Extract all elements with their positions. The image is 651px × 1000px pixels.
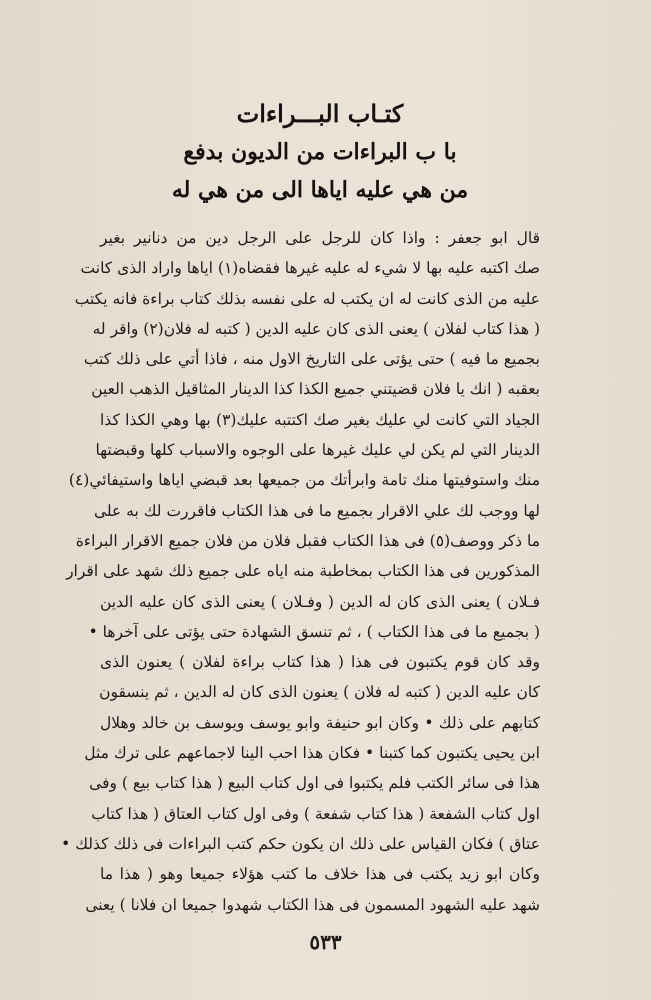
chapter-title-line-2: من هي عليه اياها الى من هي له: [171, 177, 469, 203]
page-content: [61, 95, 540, 920]
text-line: لها ووجب لك علي الاقرار بجميع ما فى هذا الكتاب فاقررت لك به على: [93, 501, 540, 520]
text-line: كتابهم على ذلك • وكان ابو حنيفة وابو يوسف ويوسف بن خالد وهلال: [100, 713, 540, 732]
text-line: بعقبه ( انك يا فلان قضيتني جميع الكذا كذا الدينار المثاقيل الذهب العين: [91, 380, 540, 399]
text-line: وقد كان قوم يكتبون فى هذا ( هذا كتاب براءة لفلان ) يعنون الذى: [100, 653, 540, 672]
text-line: بجميع ما فيه ) حتى يؤتى على التاريخ الاول منه ، فاذا أتي على ذلك كتب: [83, 350, 540, 369]
text-line: صك اكتبه عليه بها لا شيء له عليه غيرها فقضاه(١) اياها واراد الذى كانت: [80, 259, 540, 278]
text-line: ( بجميع ما فى هذا الكتاب ) ، ثم تنسق الشهادة حتى يؤتى على آخرها •: [88, 622, 540, 641]
text-line: اول كتاب الشفعة ( هذا كتاب شفعة ) وفى اول كتاب العتاق ( هذا كتاب: [91, 804, 540, 823]
page-number: ٥٣٣: [309, 930, 342, 954]
text-line: الدينار التي لم يكن لي عليك غيرها على الوجوه والاسباب كلها وقبضتها: [95, 441, 540, 460]
text-line: هذا فى سائر الكتب فلم يكتبوا فى اول كتاب البيع ( هذا كتاب بيع ) وفى: [89, 774, 540, 793]
body-text: [61, 223, 540, 920]
chapter-title-line-1: با ب البراءات من الديون بدفع: [183, 139, 457, 165]
text-line: ما ذكر ووصف(٥) فى هذا الكتاب فقبل فلان من فلان جميع الاقرار البراءة: [75, 531, 540, 550]
text-line: وكان ابو زيد يكتب فى هذا خلاف ما كتب هؤلاء جميعا وهو ( هذا ما: [100, 865, 540, 884]
text-line: الجياد التي كانت لي عليك بغير صك اكتتبه عليك(٣) بها وهي الكذا كذا: [100, 410, 540, 429]
text-line: المذكورين فى هذا الكتاب بمخاطبة منه اياه على جميع ذلك شهد على اقرار: [66, 562, 540, 581]
book-title: كتـاب البـــراءات: [236, 99, 404, 128]
text-line: عتاق ) فكان القياس على ذلك ان يكون حكم كتب البراءات فى ذلك كذلك •: [61, 834, 540, 853]
text-line: منك واستوفيتها منك تامة وابرأتك من جميعها بعد قبضي اياها واستيفائي(٤): [68, 471, 540, 490]
text-line: شهد عليه الشهود المسمون فى هذا الكتاب شهدوا جميعا ان فلانا ) يعنى: [85, 895, 540, 914]
text-line: ابن يحيى يكتبون كما كتبنا • فكان هذا احب الينا لاجماعهم على ترك مثل: [84, 744, 540, 763]
text-line: كان عليه الدين ( كتبه له فلان ) يعنون الذى كان له الدين ، ثم ينسقون: [99, 683, 540, 702]
text-line: عليه من الذى كانت له ان يكتب له على نفسه بذلك كتاب براءة فانه يكتب: [74, 289, 540, 308]
text-line: قال ابو جعفر : واذا كان للرجل على الرجل دين من دنانير بغير: [100, 229, 540, 247]
text-line: ( هذا كتاب لفلان ) يعنى الذى كان عليه الدين ( كتبه له فلان(٢) واقر له: [92, 319, 540, 338]
text-line: فـلان ) يعنى الذى كان له الدين ( وفـلان ) يعنى الذى كان عليه الدين: [100, 592, 540, 611]
